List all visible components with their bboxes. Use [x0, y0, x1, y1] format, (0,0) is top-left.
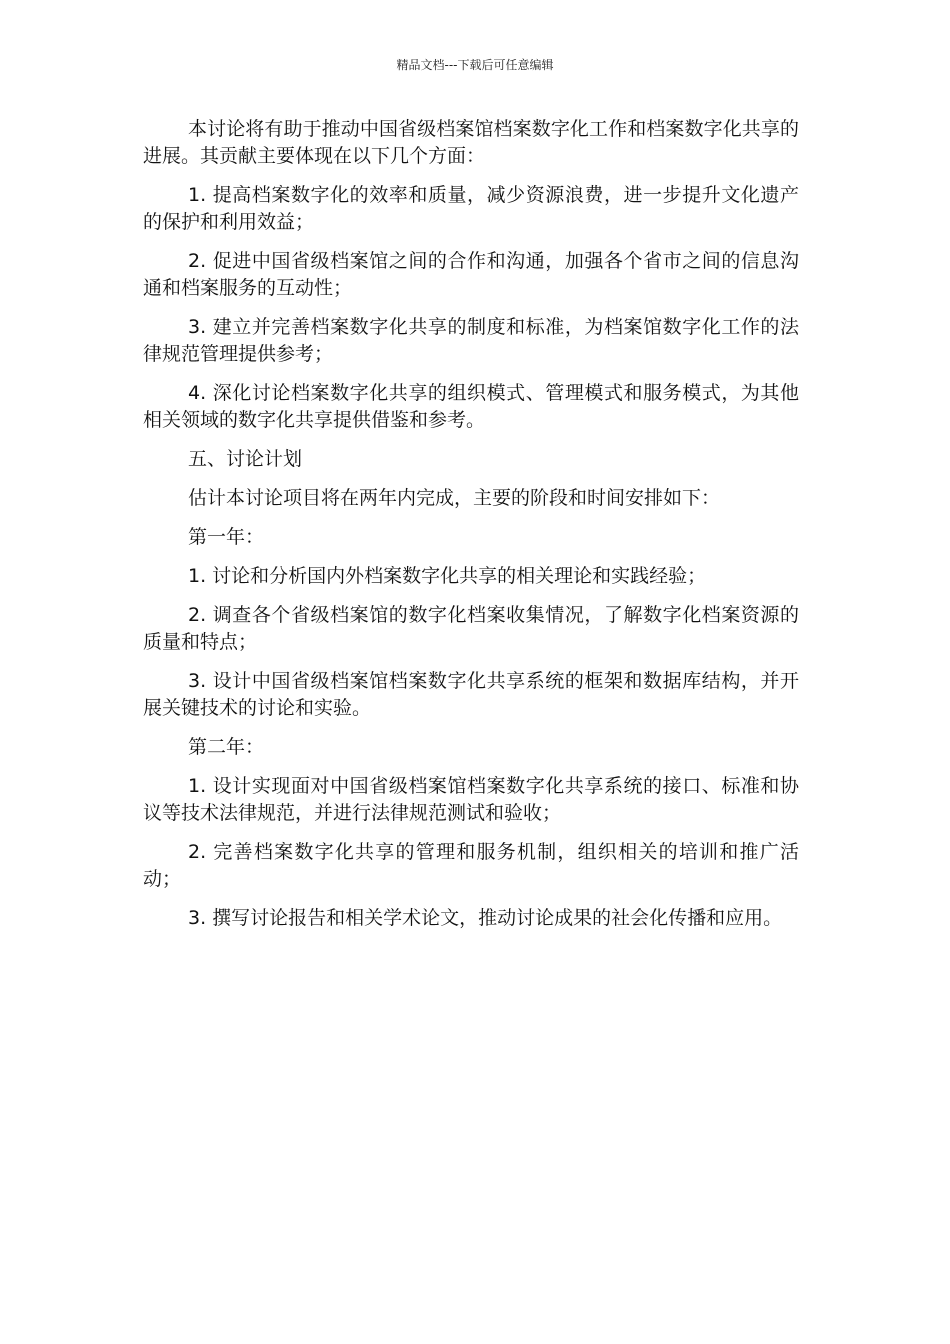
page-header: 精品文档---下载后可任意编辑: [396, 58, 554, 72]
paragraph-plan-intro: 估计本讨论项目将在两年内完成，主要的阶段和时间安排如下：: [188, 487, 721, 509]
year-one-item-3: 3. 设计中国省级档案馆档案数字化共享系统的框架和数据库结构，并开展关键技术的讨论和实验。: [143, 670, 799, 719]
paragraph-contribution-3: 3. 建立并完善档案数字化共享的制度和标准，为档案馆数字化工作的法律规范管理提供参考；: [143, 316, 799, 365]
year-one-item-1: 1. 讨论和分析国内外档案数字化共享的相关理论和实践经验；: [188, 565, 707, 587]
document-body: [143, 116, 799, 944]
paragraph-contribution-1: 1. 提高档案数字化的效率和质量，减少资源浪费，进一步提升文化遗产的保护和利用效益；: [143, 184, 799, 233]
section-heading-plan: 五、讨论计划: [188, 448, 303, 470]
year-one-item-2: 2. 调查各个省级档案馆的数字化档案收集情况，了解数字化档案资源的质量和特点；: [143, 604, 799, 653]
paragraph-contribution-4: 4. 深化讨论档案数字化共享的组织模式、管理模式和服务模式，为其他相关领域的数字化共享提供借鉴和参考。: [143, 382, 799, 431]
paragraph-contribution-intro: 本讨论将有助于推动中国省级档案馆档案数字化工作和档案数字化共享的进展。其贡献主要体现在以下几个方面：: [143, 118, 799, 167]
year-two-item-2: 2. 完善档案数字化共享的管理和服务机制，组织相关的培训和推广活动；: [143, 841, 799, 890]
year-one-label: 第一年：: [188, 526, 265, 548]
year-two-item-1: 1. 设计实现面对中国省级档案馆档案数字化共享系统的接口、标准和协议等技术法律规范，并进行法律规范测试和验收；: [143, 775, 799, 824]
year-two-label: 第二年：: [188, 736, 265, 758]
year-two-item-3: 3. 撰写讨论报告和相关学术论文，推动讨论成果的社会化传播和应用。: [188, 907, 783, 929]
paragraph-contribution-2: 2. 促进中国省级档案馆之间的合作和沟通，加强各个省市之间的信息沟通和档案服务的互动性；: [143, 250, 799, 299]
